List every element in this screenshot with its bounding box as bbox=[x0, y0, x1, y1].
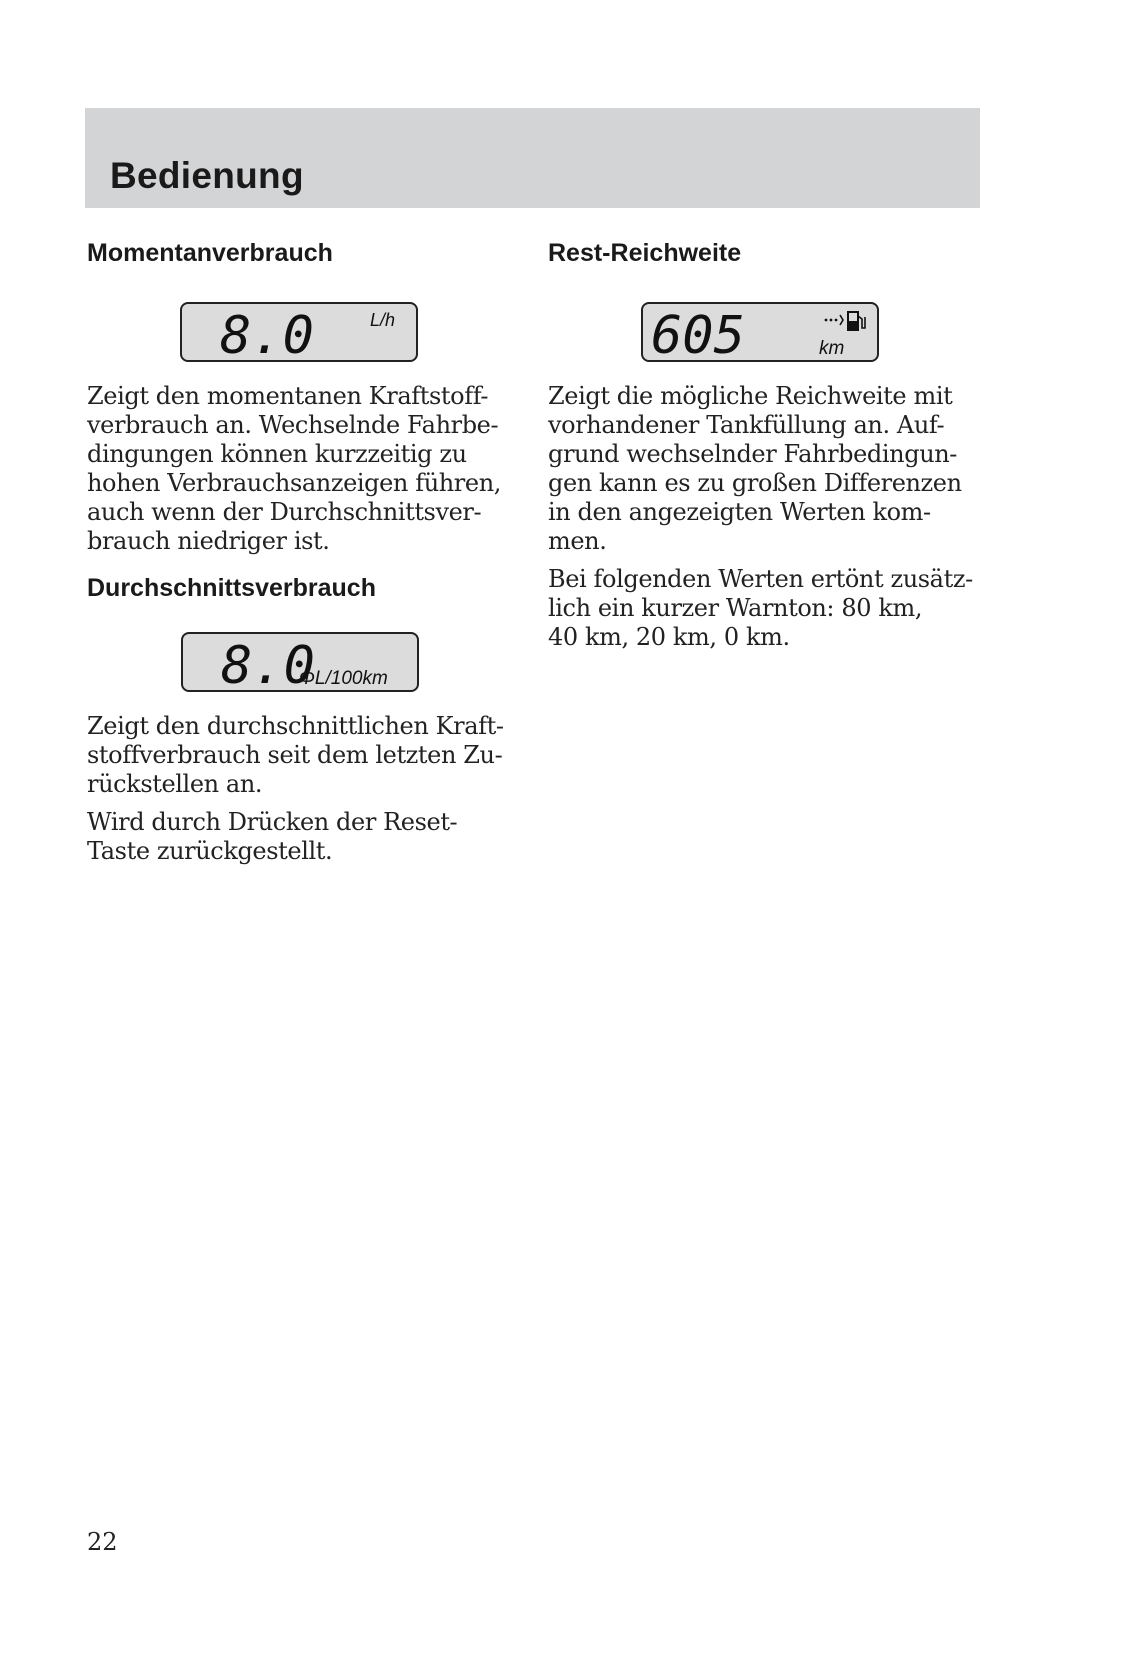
section-heading-rest-reichweite: Rest-Reichweite bbox=[548, 239, 742, 267]
right-column bbox=[548, 235, 988, 652]
section-heading-momentanverbrauch: Momentanverbrauch bbox=[87, 239, 333, 267]
lcd-display-momentanverbrauch bbox=[180, 302, 418, 362]
paragraph-momentanverbrauch: Zeigt den momentanen Kraftstoff- verbrauch an. Wechselnde Fahrbe- dingungen können kurzzeitig zu hohen Verbrauchsanzeigen führen, auch wenn der Durchschnittsver- brauch niedriger ist. bbox=[87, 382, 501, 555]
paragraph-rest-reichweite: Zeigt die mögliche Reichweite mit vorhandener Tankfüllung an. Auf- grund wechselnder Fahrbedingun- gen kann es zu großen Differenzen in den angezeigten Werten kom- men. bbox=[548, 382, 962, 555]
section-heading-durchschnittsverbrauch: Durchschnittsverbrauch bbox=[87, 574, 376, 602]
chapter-header bbox=[85, 108, 980, 208]
paragraph-durchschnittsverbrauch: Zeigt den durchschnittlichen Kraft- stoffverbrauch seit dem letzten Zu- rückstellen an. bbox=[87, 712, 504, 798]
lcd-unit: ΦL/100km bbox=[299, 668, 388, 689]
left-column bbox=[87, 235, 527, 866]
lcd-value: 8.0 bbox=[221, 636, 315, 694]
lcd-display-durchschnittsverbrauch bbox=[181, 632, 419, 692]
chapter-title: Bedienung bbox=[110, 155, 304, 196]
paragraph-warnton: Bei folgenden Werten ertönt zusätz- lich ein kurzer Warnton: 80 km, 40 km, 20 km, 0 km. bbox=[548, 565, 973, 651]
lcd-unit: L/h bbox=[370, 310, 396, 330]
page-number: 22 bbox=[87, 1528, 118, 1556]
lcd-unit: km bbox=[819, 338, 845, 359]
paragraph-reset: Wird durch Drücken der Reset- Taste zurückgestellt. bbox=[87, 808, 458, 865]
fuel-pump-icon bbox=[825, 312, 865, 330]
lcd-value: 8.0 bbox=[220, 306, 314, 364]
lcd-value: 605 bbox=[651, 306, 745, 364]
lcd-display-rest-reichweite bbox=[641, 302, 879, 362]
